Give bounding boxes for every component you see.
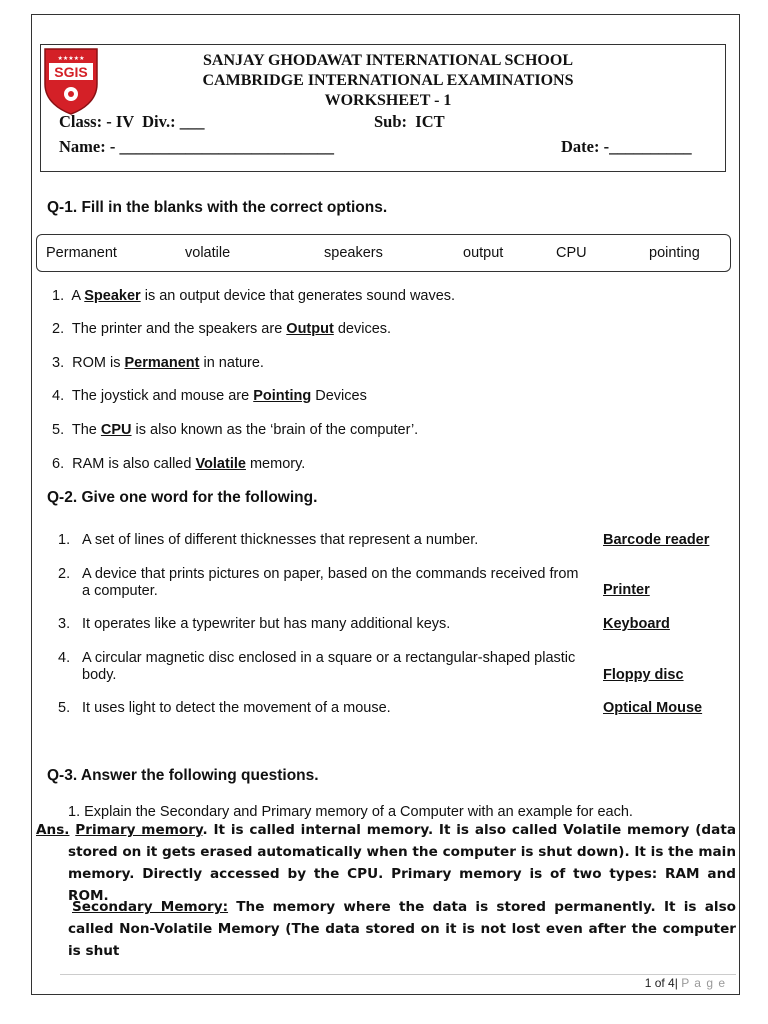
q2-text: A set of lines of different thicknesses that represent a number. <box>82 532 479 548</box>
q2-answer: Barcode reader <box>603 532 710 548</box>
svg-text:★★★★★: ★★★★★ <box>57 55 85 62</box>
q2-answer: Optical Mouse <box>603 700 703 716</box>
q1-item: 4. The joystick and mouse are Pointing Devices <box>52 388 367 404</box>
option: volatile <box>185 245 231 261</box>
q2-answer: Printer <box>603 582 650 598</box>
q1-item: 2. The printer and the speakers are Output devices. <box>52 321 392 337</box>
exam-board: CAMBRIDGE INTERNATIONAL EXAMINATIONS <box>202 72 574 89</box>
q2-answer: Floppy disc <box>603 667 684 683</box>
class-field: Class: - IV Div.: ___ <box>59 112 205 131</box>
option: pointing <box>649 245 700 261</box>
name-field: Name: - __________________________ <box>59 137 334 156</box>
options-box <box>36 234 731 272</box>
subject-field: Sub: ICT <box>374 112 445 131</box>
footer-divider <box>60 974 736 975</box>
q2-num: 4. <box>58 650 71 666</box>
q2-num: 2. <box>58 566 71 582</box>
q2-answer: Keyboard <box>603 616 670 632</box>
q1-item: 1. A Speaker is an output device that generates sound waves. <box>52 288 456 304</box>
q1-item: 3. ROM is Permanent in nature. <box>52 355 264 371</box>
q2-text: A device that prints pictures on paper, based on the commands received from a computer. <box>82 566 579 599</box>
q2-text: It operates like a typewriter but has many additional keys. <box>82 616 451 632</box>
q3-question: 1. Explain the Secondary and Primary memory of a Computer with an example for each. <box>68 804 633 820</box>
q2-title: Q-2. Give one word for the following. <box>47 489 318 506</box>
primary-memory-answer: Ans. Primary memory. It is called internal memory. It is also called Volatile memory (data stored on it gets erased automatically when the computer is shut down). It is the main memory. Directly accessed by the CPU. Primary memory is of two types: RAM and ROM. <box>36 822 737 904</box>
q1-item: 6. RAM is also called Volatile memory. <box>52 456 306 472</box>
q2-num: 3. <box>58 616 71 632</box>
option: Permanent <box>46 245 117 261</box>
option: CPU <box>556 245 587 261</box>
option: speakers <box>324 245 383 261</box>
option: output <box>463 245 504 261</box>
page-footer: 1 of 4| P a g e <box>644 976 726 990</box>
worksheet-title: WORKSHEET - 1 <box>324 92 452 109</box>
q2-num: 5. <box>58 700 71 716</box>
secondary-memory-answer: Secondary Memory: The memory where the data is stored permanently. It is also called Non-Volatile Memory (The data stored on it is not lost even after the computer is shut <box>68 899 736 959</box>
q2-text: A circular magnetic disc enclosed in a square or a rectangular-shaped plastic body. <box>82 650 576 683</box>
logo-text: SGIS <box>54 64 88 80</box>
school-name: SANJAY GHODAWAT INTERNATIONAL SCHOOL <box>202 52 573 69</box>
school-logo <box>42 46 100 116</box>
q2-num: 1. <box>58 532 71 548</box>
q2-text: It uses light to detect the movement of a mouse. <box>82 700 391 716</box>
q1-title: Q-1. Fill in the blanks with the correct options. <box>47 199 388 216</box>
q3-title: Q-3. Answer the following questions. <box>47 767 319 784</box>
date-field: Date: -__________ <box>561 137 692 156</box>
q1-item: 5. The CPU is also known as the ‘brain of the computer’. <box>52 422 419 438</box>
